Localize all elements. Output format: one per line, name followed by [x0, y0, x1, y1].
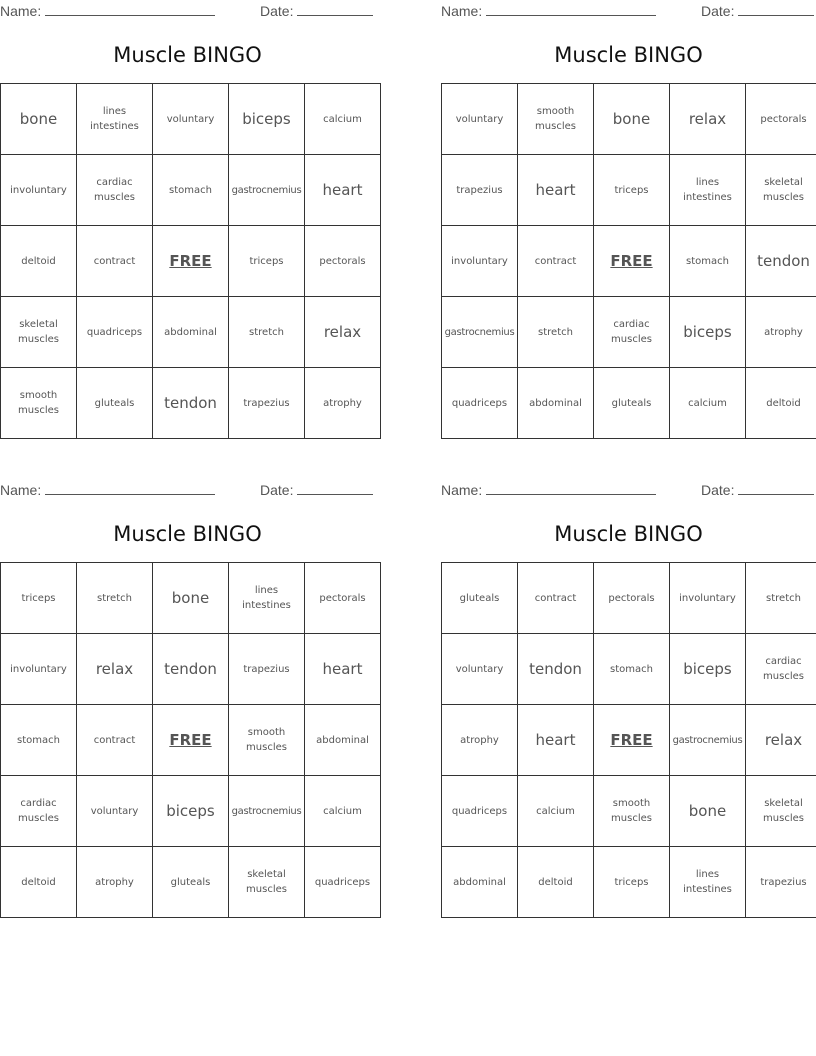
cell-text: trapezius — [456, 184, 503, 196]
cell-text: smooth muscles — [535, 106, 576, 132]
bingo-cell — [746, 368, 816, 439]
cell-text: lines intestines — [683, 177, 732, 203]
bingo-row — [1, 776, 381, 847]
cell-text: quadriceps — [86, 326, 143, 338]
bingo-cell — [229, 563, 305, 634]
date-blank-line — [738, 481, 814, 495]
cell-text: biceps — [683, 323, 732, 341]
bingo-cell — [153, 155, 229, 226]
bingo-cell — [518, 368, 594, 439]
cell-text: abdominal — [316, 734, 369, 746]
cell-text: deltoid — [21, 876, 56, 888]
cell-text: contract — [534, 255, 577, 267]
cell-text: lines intestines — [683, 869, 732, 895]
bingo-cell — [229, 634, 305, 705]
bingo-cell — [746, 776, 816, 847]
cell-text: pectorals — [760, 113, 807, 125]
cell-text: cardiac muscles — [611, 319, 652, 345]
bingo-cell — [305, 297, 381, 368]
bingo-row — [442, 226, 816, 297]
bingo-cell — [305, 847, 381, 918]
bingo-cell — [670, 705, 746, 776]
cell-text: heart — [535, 181, 576, 199]
cell-text: stretch — [97, 592, 132, 604]
bingo-cell — [1, 847, 77, 918]
cell-text: quadriceps — [451, 397, 508, 409]
cell-text: calcium — [688, 397, 727, 409]
bingo-cell — [153, 84, 229, 155]
cell-text: triceps — [614, 184, 649, 196]
cell-text: triceps — [21, 592, 56, 604]
bingo-card — [0, 0, 375, 416]
bingo-row — [1, 634, 381, 705]
bingo-cell — [229, 155, 305, 226]
cell-text: gastrocnemius — [444, 326, 515, 338]
cell-text: FREE — [610, 730, 653, 749]
bingo-cell — [594, 368, 670, 439]
name-field — [441, 2, 656, 19]
bingo-row — [442, 563, 816, 634]
bingo-cell — [594, 776, 670, 847]
bingo-cell — [594, 847, 670, 918]
bingo-cell — [594, 155, 670, 226]
bingo-cell — [229, 368, 305, 439]
bingo-cell — [594, 634, 670, 705]
name-date-row — [0, 481, 375, 499]
bingo-cell — [594, 297, 670, 368]
bingo-cell — [746, 226, 816, 297]
card-title: Muscle BINGO — [113, 522, 262, 546]
bingo-cell — [1, 155, 77, 226]
cell-text: stomach — [686, 255, 729, 267]
bingo-cell — [746, 155, 816, 226]
bingo-cell — [229, 226, 305, 297]
bingo-cell — [229, 776, 305, 847]
bingo-cell — [518, 847, 594, 918]
bingo-cell — [1, 368, 77, 439]
bingo-cell — [77, 634, 153, 705]
bingo-cell — [153, 634, 229, 705]
bingo-cell — [518, 226, 594, 297]
bingo-row — [1, 297, 381, 368]
bingo-cell — [746, 847, 816, 918]
cell-text: atrophy — [460, 734, 499, 746]
cell-text: deltoid — [538, 876, 573, 888]
bingo-cell — [1, 297, 77, 368]
name-label: Name: — [441, 3, 483, 19]
date-blank-line — [297, 481, 373, 495]
cell-text: heart — [535, 731, 576, 749]
bingo-grid — [0, 562, 381, 918]
cell-text: deltoid — [21, 255, 56, 267]
bingo-cell — [746, 563, 816, 634]
bingo-cell — [305, 563, 381, 634]
cell-text: relax — [95, 660, 134, 678]
bingo-cell — [305, 776, 381, 847]
bingo-cell — [1, 705, 77, 776]
name-date-row — [0, 2, 375, 20]
bingo-cell — [594, 84, 670, 155]
cell-text: stomach — [169, 184, 212, 196]
name-field — [0, 481, 215, 498]
date-label: Date: — [701, 3, 735, 19]
bingo-row — [442, 847, 816, 918]
cell-text: gluteals — [459, 592, 500, 604]
bingo-cell — [518, 155, 594, 226]
cell-text: bone — [19, 110, 58, 128]
bingo-cell — [518, 705, 594, 776]
bingo-cell — [305, 705, 381, 776]
bingo-row — [442, 84, 816, 155]
bingo-row — [1, 84, 381, 155]
bingo-cell — [1, 634, 77, 705]
bingo-cell — [670, 297, 746, 368]
bingo-cell — [746, 84, 816, 155]
cell-text: calcium — [323, 113, 362, 125]
bingo-cell — [1, 226, 77, 297]
bingo-row — [1, 847, 381, 918]
bingo-cell — [442, 368, 518, 439]
bingo-cell — [670, 847, 746, 918]
bingo-cell — [1, 563, 77, 634]
cell-text: pectorals — [608, 592, 655, 604]
bingo-card — [0, 479, 375, 895]
name-label: Name: — [0, 482, 42, 498]
cell-text: smooth muscles — [18, 390, 59, 416]
cell-text: atrophy — [95, 876, 134, 888]
cell-text: skeletal muscles — [763, 798, 804, 824]
cell-text: bone — [612, 110, 651, 128]
bingo-cell — [594, 563, 670, 634]
cell-text: tendon — [164, 394, 217, 412]
cell-text: gluteals — [170, 876, 211, 888]
free-space — [153, 705, 229, 776]
bingo-cell — [77, 226, 153, 297]
bingo-cell — [670, 155, 746, 226]
bingo-cell — [229, 297, 305, 368]
name-blank-line — [45, 2, 215, 16]
cell-text: quadriceps — [451, 805, 508, 817]
cell-text: gastrocnemius — [231, 805, 302, 817]
name-label: Name: — [0, 3, 42, 19]
bingo-cell — [77, 297, 153, 368]
cell-text: contract — [93, 734, 136, 746]
bingo-cell — [229, 847, 305, 918]
cell-text: FREE — [610, 251, 653, 270]
cell-text: triceps — [249, 255, 284, 267]
cell-text: stomach — [610, 663, 653, 675]
bingo-cell — [442, 563, 518, 634]
bingo-cell — [77, 155, 153, 226]
date-label: Date: — [701, 482, 735, 498]
bingo-cell — [746, 634, 816, 705]
name-date-row — [441, 481, 816, 499]
bingo-row — [442, 297, 816, 368]
bingo-grid — [441, 562, 816, 918]
cell-text: tendon — [529, 660, 582, 678]
bingo-cell — [442, 776, 518, 847]
date-label: Date: — [260, 482, 294, 498]
bingo-card — [441, 479, 816, 895]
cell-text: involuntary — [679, 592, 736, 604]
bingo-cell — [153, 563, 229, 634]
cell-text: relax — [323, 323, 362, 341]
cell-text: smooth muscles — [246, 727, 287, 753]
bingo-cell — [442, 84, 518, 155]
cell-text: atrophy — [764, 326, 803, 338]
bingo-cell — [670, 84, 746, 155]
cell-text: calcium — [323, 805, 362, 817]
name-blank-line — [45, 481, 215, 495]
cell-text: tendon — [164, 660, 217, 678]
cell-text: voluntary — [455, 113, 504, 125]
cell-text: quadriceps — [314, 876, 371, 888]
date-label: Date: — [260, 3, 294, 19]
cell-text: atrophy — [323, 397, 362, 409]
bingo-cell — [518, 563, 594, 634]
cell-text: abdominal — [453, 876, 506, 888]
bingo-cell — [305, 155, 381, 226]
cell-text: heart — [322, 181, 363, 199]
bingo-cell — [442, 226, 518, 297]
bingo-row — [1, 563, 381, 634]
bingo-grid — [441, 83, 816, 439]
cell-text: voluntary — [455, 663, 504, 675]
bingo-cell — [442, 155, 518, 226]
free-space — [594, 226, 670, 297]
cell-text: cardiac muscles — [18, 798, 59, 824]
cell-text: pectorals — [319, 255, 366, 267]
cell-text: gluteals — [611, 397, 652, 409]
cell-text: skeletal muscles — [763, 177, 804, 203]
bingo-cell — [670, 563, 746, 634]
cell-text: lines intestines — [90, 106, 139, 132]
bingo-cell — [153, 847, 229, 918]
bingo-row — [1, 705, 381, 776]
bingo-row — [442, 634, 816, 705]
cell-text: calcium — [536, 805, 575, 817]
cell-text: voluntary — [90, 805, 139, 817]
name-field — [441, 481, 656, 498]
bingo-cell — [746, 297, 816, 368]
bingo-card — [441, 0, 816, 409]
cell-text: involuntary — [10, 184, 67, 196]
bingo-cell — [442, 297, 518, 368]
cell-text: deltoid — [766, 397, 801, 409]
bingo-cell — [153, 297, 229, 368]
cell-text: biceps — [242, 110, 291, 128]
cell-text: abdominal — [164, 326, 217, 338]
bingo-row — [442, 368, 816, 439]
bingo-row — [1, 226, 381, 297]
date-field — [701, 481, 814, 498]
cell-text: gastrocnemius — [672, 734, 743, 746]
cell-text: tendon — [757, 252, 810, 270]
cell-text: involuntary — [10, 663, 67, 675]
cell-text: bone — [688, 802, 727, 820]
cell-text: cardiac muscles — [94, 177, 135, 203]
cell-text: involuntary — [451, 255, 508, 267]
name-field — [0, 2, 215, 19]
name-label: Name: — [441, 482, 483, 498]
card-title: Muscle BINGO — [554, 43, 703, 67]
cell-text: relax — [688, 110, 727, 128]
bingo-cell — [229, 84, 305, 155]
bingo-row — [1, 155, 381, 226]
bingo-cell — [518, 634, 594, 705]
cell-text: stretch — [249, 326, 284, 338]
bingo-cell — [518, 297, 594, 368]
cell-text: trapezius — [760, 876, 807, 888]
cell-text: biceps — [166, 802, 215, 820]
bingo-row — [442, 705, 816, 776]
bingo-cell — [442, 847, 518, 918]
bingo-cell — [153, 776, 229, 847]
bingo-cell — [77, 368, 153, 439]
free-space — [594, 705, 670, 776]
cell-text: skeletal muscles — [18, 319, 59, 345]
cell-text: lines intestines — [242, 585, 291, 611]
bingo-cell — [442, 705, 518, 776]
bingo-cell — [670, 226, 746, 297]
bingo-cell — [305, 226, 381, 297]
cell-text: contract — [93, 255, 136, 267]
cell-text: FREE — [169, 251, 212, 270]
card-title: Muscle BINGO — [113, 43, 262, 67]
bingo-cell — [518, 84, 594, 155]
bingo-cell — [518, 776, 594, 847]
bingo-cell — [229, 705, 305, 776]
bingo-cell — [77, 84, 153, 155]
bingo-cell — [670, 776, 746, 847]
cell-text: skeletal muscles — [246, 869, 287, 895]
free-space — [153, 226, 229, 297]
cell-text: FREE — [169, 730, 212, 749]
bingo-cell — [305, 368, 381, 439]
cell-text: voluntary — [166, 113, 215, 125]
bingo-cell — [1, 776, 77, 847]
bingo-row — [442, 155, 816, 226]
cell-text: trapezius — [243, 397, 290, 409]
cell-text: triceps — [614, 876, 649, 888]
bingo-cell — [1, 84, 77, 155]
date-field — [260, 2, 373, 19]
name-blank-line — [486, 2, 656, 16]
cell-text: cardiac muscles — [763, 656, 804, 682]
cell-text: stretch — [538, 326, 573, 338]
cell-text: smooth muscles — [611, 798, 652, 824]
bingo-row — [442, 776, 816, 847]
name-date-row — [441, 2, 816, 20]
cell-text: trapezius — [243, 663, 290, 675]
name-blank-line — [486, 481, 656, 495]
bingo-cell — [77, 563, 153, 634]
date-field — [260, 481, 373, 498]
bingo-cell — [670, 634, 746, 705]
cell-text: gastrocnemius — [231, 184, 302, 196]
cell-text: relax — [764, 731, 803, 749]
bingo-cell — [77, 847, 153, 918]
cell-text: stomach — [17, 734, 60, 746]
bingo-cell — [305, 634, 381, 705]
bingo-cell — [670, 368, 746, 439]
date-blank-line — [738, 2, 814, 16]
bingo-grid — [0, 83, 381, 439]
bingo-cell — [153, 368, 229, 439]
bingo-cell — [77, 705, 153, 776]
cell-text: contract — [534, 592, 577, 604]
cell-text: heart — [322, 660, 363, 678]
cell-text: gluteals — [94, 397, 135, 409]
card-title: Muscle BINGO — [554, 522, 703, 546]
cell-text: stretch — [766, 592, 801, 604]
date-field — [701, 2, 814, 19]
cell-text: pectorals — [319, 592, 366, 604]
date-blank-line — [297, 2, 373, 16]
cell-text: abdominal — [529, 397, 582, 409]
bingo-cell — [77, 776, 153, 847]
cell-text: bone — [171, 589, 210, 607]
bingo-cell — [305, 84, 381, 155]
bingo-cell — [746, 705, 816, 776]
cell-text: biceps — [683, 660, 732, 678]
bingo-cell — [442, 634, 518, 705]
bingo-row — [1, 368, 381, 439]
